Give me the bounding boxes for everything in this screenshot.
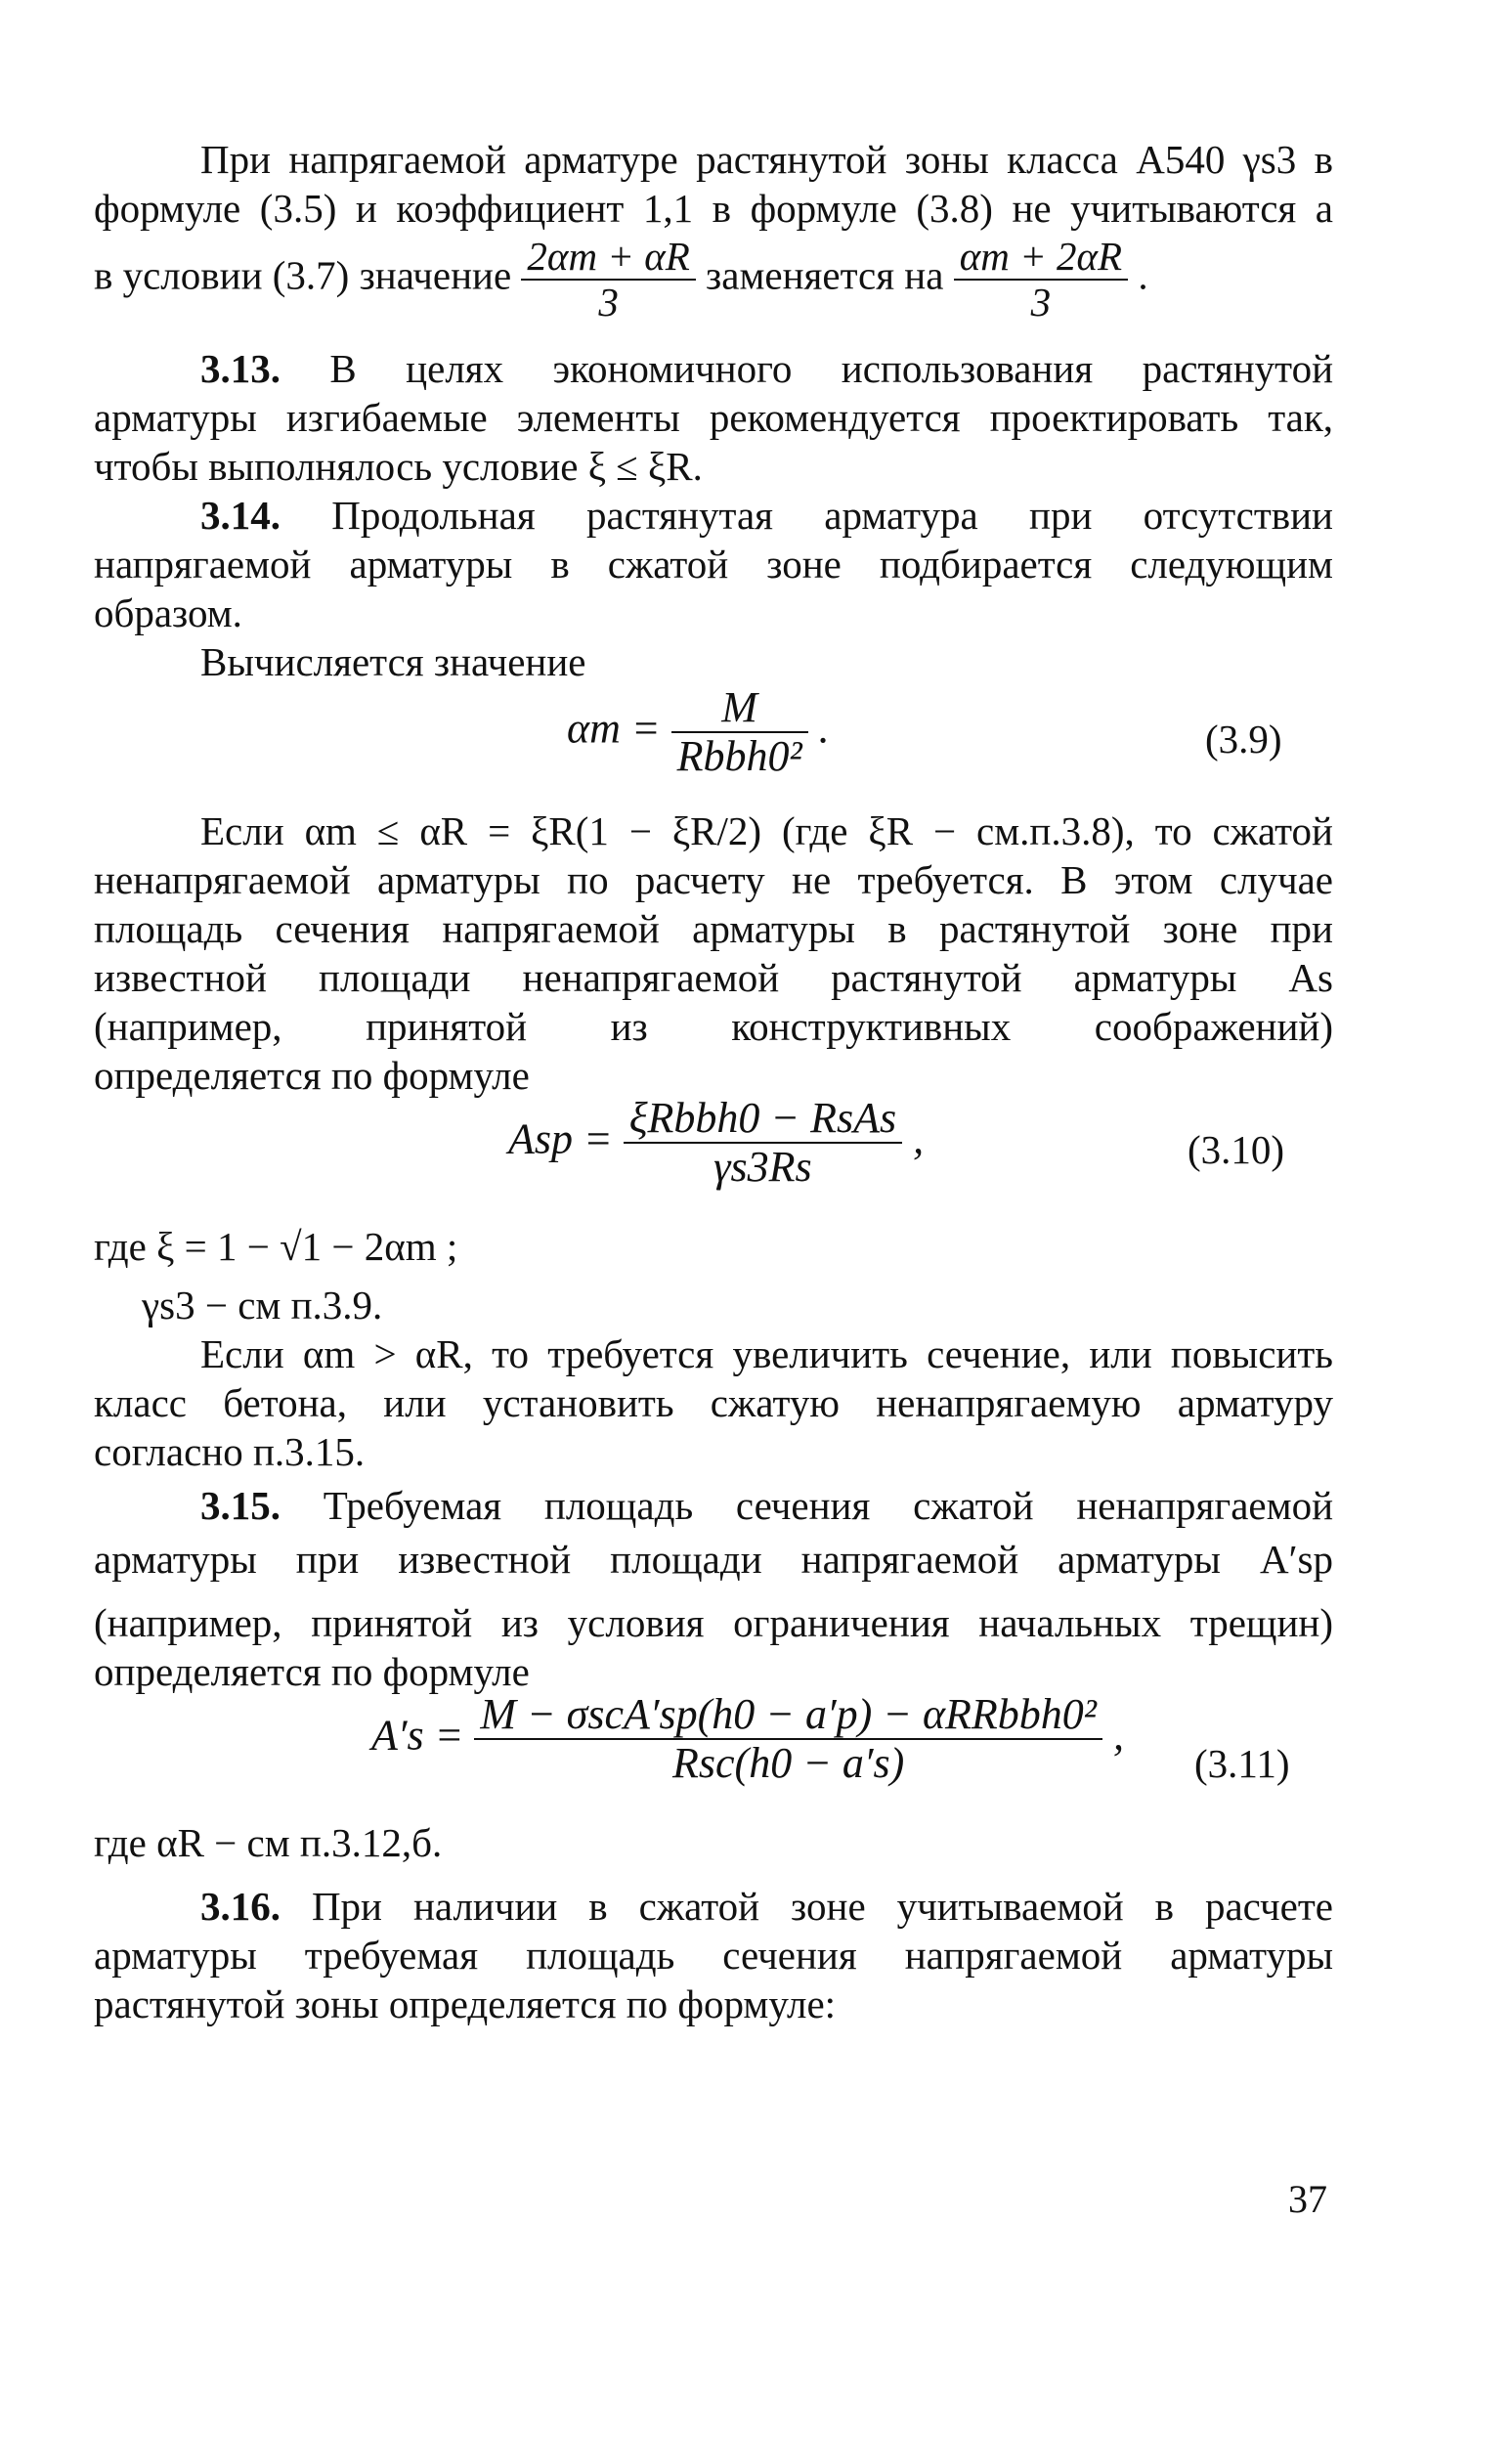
- equation-tail: ,: [913, 1114, 925, 1163]
- equation-number: (3.10): [1188, 1127, 1285, 1172]
- text-line: Если αm > αR, то требуется увеличить сечение, или повысить: [200, 1331, 1333, 1376]
- text-line: напрягаемой арматуры в сжатой зоне подбирается следующим: [94, 542, 1333, 587]
- text-line: При напрягаемой арматуре растянутой зоны класса А540 γs3 в: [200, 137, 1333, 182]
- fraction-numerator: M − σscA′sp(h0 − a′p) − αRRbbh0²: [474, 1691, 1102, 1740]
- fraction-denominator: Rbbh0²: [676, 732, 802, 781]
- text-line: арматуры при известной площади напрягаемой арматуры A′sp: [94, 1537, 1333, 1582]
- fraction-denominator: 3: [1030, 280, 1052, 326]
- text-line: Если αm ≤ αR = ξR(1 − ξR/2) (где ξR − см.п.3.8), то сжатой: [200, 808, 1333, 853]
- page-number: 37: [1288, 2177, 1327, 2221]
- text-line: чтобы выполнялось условие ξ ≤ ξR.: [94, 444, 703, 489]
- fraction-numerator: αm + 2αR: [954, 235, 1128, 281]
- fraction-denominator: Rsc(h0 − a′s): [672, 1739, 905, 1788]
- section-3-13-line: [200, 344, 1333, 393]
- text-line: где ξ = 1 − √1 − 2αm ;: [94, 1224, 458, 1269]
- section-3-15-line: [200, 1481, 1333, 1530]
- text: Требуемая площадь сечения сжатой ненапрягаемой: [323, 1483, 1334, 1528]
- text: заменяется на: [706, 252, 944, 298]
- text-line: арматуры требуемая площадь сечения напрягаемой арматуры: [94, 1933, 1333, 1978]
- text: в условии (3.7) значение: [94, 252, 512, 298]
- text-line: определяется по формуле: [94, 1649, 530, 1694]
- text-line: ненапрягаемой арматуры по расчету не требуется. В этом случае: [94, 857, 1333, 902]
- equation-lhs: A′s =: [371, 1711, 464, 1760]
- text: При наличии в сжатой зоне учитываемой в расчете: [311, 1884, 1333, 1929]
- fraction: [671, 684, 808, 781]
- fraction-numerator: 2αm + αR: [521, 235, 695, 281]
- fraction-denominator: 3: [598, 280, 619, 326]
- text-line: известной площади ненапрягаемой растянутой арматуры As: [94, 955, 1333, 1000]
- text-line: формуле (3.5) и коэффициент 1,1 в формуле (3.8) не учитываются а: [94, 186, 1333, 231]
- fraction: [521, 235, 695, 325]
- text: .: [1138, 252, 1148, 298]
- text-line: где αR − см п.3.12,б.: [94, 1820, 443, 1865]
- section-3-14-line: [200, 491, 1333, 540]
- text-line: Вычисляется значение: [200, 639, 586, 684]
- equation-lhs: Asp =: [508, 1114, 613, 1163]
- text-line: арматуры изгибаемые элементы рекомендуется проектировать так,: [94, 395, 1333, 440]
- fraction-numerator: ξRbbh0 − RsAs: [624, 1095, 902, 1144]
- section-number: 3.16.: [200, 1884, 281, 1929]
- section-3-16-line: [200, 1882, 1333, 1931]
- text-line: γs3 − см п.3.9.: [142, 1283, 383, 1327]
- text-line-with-fractions: [94, 235, 1333, 325]
- section-number: 3.13.: [200, 346, 281, 391]
- equation-3-11: [371, 1691, 1124, 1788]
- text-line: определяется по формуле: [94, 1053, 530, 1098]
- equation-number: (3.11): [1194, 1741, 1290, 1786]
- text-line: образом.: [94, 590, 242, 635]
- text-line: класс бетона, или установить сжатую ненапрягаемую арматуру: [94, 1380, 1333, 1425]
- equation-3-9: [567, 684, 830, 781]
- fraction-denominator: γs3Rs: [713, 1143, 812, 1192]
- equation-tail: ,: [1113, 1711, 1125, 1760]
- equation-number: (3.9): [1205, 717, 1282, 762]
- section-number: 3.14.: [200, 493, 281, 538]
- text-line: (например, принятой из условия ограничения начальных трещин): [94, 1600, 1333, 1645]
- text-line: согласно п.3.15.: [94, 1429, 366, 1474]
- text: В целях экономичного использования растянутой: [329, 346, 1334, 391]
- text-line: растянутой зоны определяется по формуле:: [94, 1981, 837, 2026]
- text-line: (например, принятой из конструктивных соображений): [94, 1004, 1333, 1049]
- section-number: 3.15.: [200, 1483, 281, 1528]
- fraction: [624, 1095, 902, 1192]
- fraction: [954, 235, 1128, 325]
- equation-lhs: αm =: [567, 704, 661, 753]
- equation-tail: .: [818, 704, 830, 753]
- text: Продольная растянутая арматура при отсутствии: [331, 493, 1333, 538]
- fraction-numerator: M: [671, 684, 808, 733]
- text-line: площадь сечения напрягаемой арматуры в растянутой зоне при: [94, 906, 1333, 951]
- equation-3-10: [508, 1095, 924, 1192]
- fraction: [474, 1691, 1102, 1788]
